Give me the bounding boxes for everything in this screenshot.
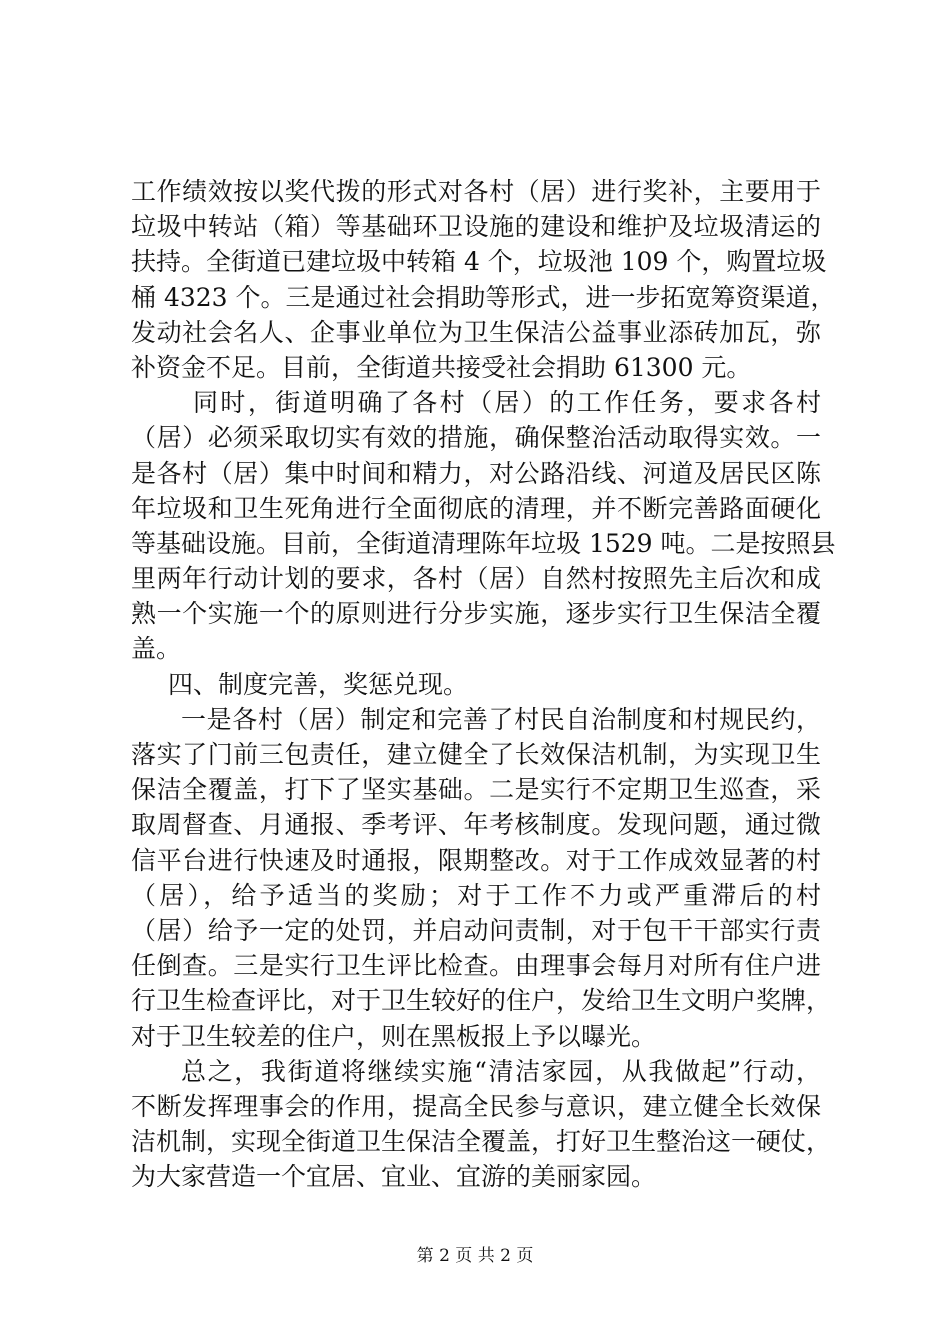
text-line: 桶 4323 个。三是通过社会捐助等形式，进一步拓宽筹资渠道， xyxy=(131,282,836,312)
text-line: 年垃圾和卫生死角进行全面彻底的清理，并不断完善路面硬化 xyxy=(131,493,821,523)
text-line: 同时，街道明确了各村（居）的工作任务，要求各村 xyxy=(193,388,821,418)
text-line: 任倒查。三是实行卫生评比检查。由理事会每月对所有住户进 xyxy=(131,951,821,981)
text-line: 总之，我街道将继续实施“清洁家园，从我做起”行动， xyxy=(181,1056,821,1086)
text-line: 补资金不足。目前，全街道共接受社会捐助 61300 元。 xyxy=(131,352,752,382)
text-line: 一是各村（居）制定和完善了村民自治制度和村规民约， xyxy=(181,704,821,734)
text-line: 落实了门前三包责任，建立健全了长效保洁机制，为实现卫生 xyxy=(131,740,821,769)
text-line: 保洁全覆盖，打下了坚实基础。二是实行不定期卫生巡查，采 xyxy=(131,775,821,805)
document-body xyxy=(131,174,836,1194)
text-line: 四、制度完善，奖惩兑现。 xyxy=(168,669,469,699)
text-line: 对于卫生较差的住户，则在黑板报上予以曝光。 xyxy=(131,1021,657,1051)
text-line: 信平台进行快速及时通报，限期整改。对于工作成效显著的村 xyxy=(131,845,821,875)
text-line: 洁机制，实现全街道卫生保洁全覆盖，打好卫生整治这一硬仗， xyxy=(131,1127,832,1157)
text-line: 工作绩效按以奖代拨的形式对各村（居）进行奖补，主要用于 xyxy=(131,177,821,206)
page-footer: 第 2 页 共 2 页 xyxy=(416,1246,534,1266)
text-line: 垃圾中转站（箱）等基础环卫设施的建设和维护及垃圾清运的 xyxy=(131,212,821,242)
text-line: 扶持。全街道已建垃圾中转箱 4 个，垃圾池 109 个，购置垃圾 xyxy=(131,247,827,277)
text-line: 不断发挥理事会的作用，提高全民参与意识，建立健全长效保 xyxy=(131,1091,821,1121)
text-line: 是各村（居）集中时间和精力，对公路沿线、河道及居民区陈 xyxy=(131,458,821,488)
text-line: 盖。 xyxy=(131,634,182,664)
text-line: 熟一个实施一个的原则进行分步实施，逐步实行卫生保洁全覆 xyxy=(131,599,821,629)
text-line: 为大家营造一个宜居、宜业、宜游的美丽家园。 xyxy=(131,1162,657,1192)
text-line: （居）给予一定的处罚，并启动问责制，对于包干干部实行责 xyxy=(131,915,821,945)
text-line: 里两年行动计划的要求，各村（居）自然村按照先主后次和成 xyxy=(131,564,821,594)
text-line: （居），给予适当的奖励；对于工作不力或严重滞后的村 xyxy=(131,880,821,910)
text-line: 取周督查、月通报、季考评、年考核制度。发现问题，通过微 xyxy=(131,810,821,840)
text-line: 发动社会名人、企事业单位为卫生保洁公益事业添砖加瓦，弥 xyxy=(131,317,821,347)
text-line: 等基础设施。目前，全街道清理陈年垃圾 1529 吨。二是按照县 xyxy=(131,528,836,558)
text-line: （居）必须采取切实有效的措施，确保整治活动取得实效。一 xyxy=(131,423,821,453)
text-line: 行卫生检查评比，对于卫生较好的住户，发给卫生文明户奖牌， xyxy=(131,986,832,1016)
